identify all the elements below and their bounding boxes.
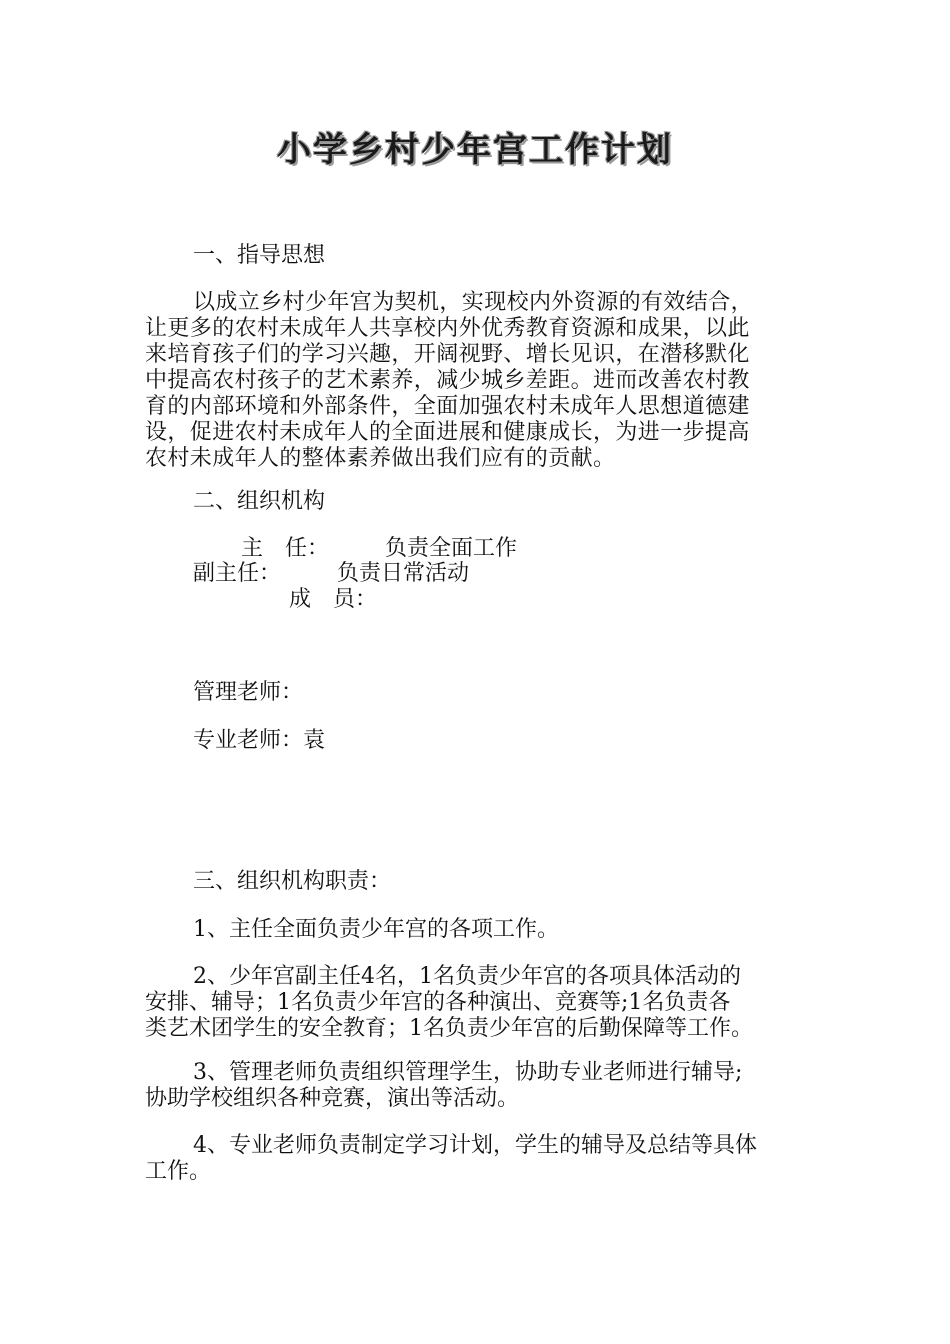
paragraph-line: 农村未成年人的整体素养做出我们应有的贡献。	[145, 446, 616, 471]
vice-director-duty: 负责日常活动	[337, 561, 470, 586]
paragraph-line: 来培育孩子们的学习兴趣，开阔视野、增长见识，在潜移默化	[145, 342, 750, 367]
duty-item-2-line: 安排、辅导；1名负责少年宫的各种演出、竞赛等;1名负责各	[145, 990, 731, 1015]
director-label: 主 任：	[241, 536, 330, 561]
director-duty: 负责全面工作	[385, 536, 518, 561]
duty-item-4-line: 工作。	[145, 1159, 212, 1184]
section-heading-organization: 二、组织机构	[193, 489, 326, 514]
duty-item-1: 1、主任全面负责少年宫的各项工作。	[193, 917, 559, 942]
vice-director-label: 副主任：	[193, 561, 282, 586]
paragraph-line: 让更多的农村未成年人共享校内外优秀教育资源和成果，以此	[145, 316, 750, 341]
duty-item-3-line: 3、管理老师负责组织管理学生，协助专业老师进行辅导;	[193, 1060, 743, 1085]
section-heading-guiding: 一、指导思想	[193, 243, 326, 268]
paragraph-line: 中提高农村孩子的艺术素养，减少城乡差距。进而改善农村教	[145, 368, 750, 393]
paragraph-line: 育的内部环境和外部条件，全面加强农村未成年人思想道德建	[145, 394, 750, 419]
section-heading-duties: 三、组织机构职责：	[193, 869, 392, 894]
duty-item-4-line: 4、专业老师负责制定学习计划，学生的辅导及总结等具体	[193, 1133, 757, 1158]
members-label: 成 员：	[289, 587, 378, 612]
paragraph-line: 以成立乡村少年宫为契机，实现校内外资源的有效结合，	[193, 290, 754, 315]
managers-label: 管理老师：	[193, 680, 304, 705]
duty-item-2-line: 类艺术团学生的安全教育；1名负责少年宫的后勤保障等工作。	[145, 1016, 753, 1041]
duty-item-2-line: 2、少年宫副主任4名，1名负责少年宫的各项具体活动的	[193, 964, 741, 989]
paragraph-line: 设，促进农村未成年人的全面进展和健康成长，为进一步提高	[145, 420, 750, 445]
teachers-label: 专业老师：袁	[193, 728, 326, 753]
duty-item-3-line: 协助学校组织各种竞赛，演出等活动。	[145, 1086, 520, 1111]
document-title: 小学乡村少年宫工作计划	[277, 130, 673, 170]
